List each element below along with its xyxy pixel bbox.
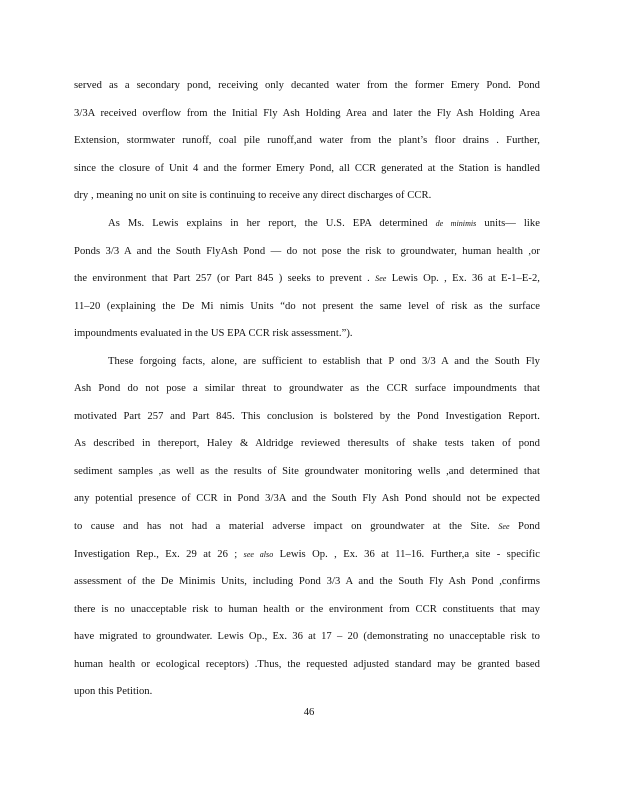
- text-segment: units— like: [476, 218, 540, 229]
- text-segment: upon this Petition.: [74, 686, 153, 697]
- text-line: [74, 79, 540, 93]
- text-segment: any potential presence of CCR in Pond 3/3A and the South Fly Ash Pond should not be expected: [74, 493, 540, 504]
- italic-citation: de minimis: [435, 219, 477, 228]
- text-segment: served as a secondary pond, receiving only decanted water from the former Emery Pond. Pond: [74, 80, 540, 91]
- text-segment: since the closure of Unit 4 and the former Emery Pond, all CCR generated at the Station is handled: [74, 163, 540, 174]
- text-line: [74, 107, 540, 121]
- text-line: [74, 189, 540, 203]
- text-segment: Lewis Op. , Ex. 36 at E-1–E-2,: [386, 273, 540, 284]
- page-number: 46: [303, 707, 315, 718]
- text-line: [74, 603, 540, 617]
- text-line: [108, 355, 540, 369]
- text-line: [108, 217, 540, 231]
- text-segment: to cause and has not had a material adverse impact on groundwater at the Site.: [74, 521, 499, 532]
- text-segment: impoundments evaluated in the US EPA CCR risk assessment.”).: [74, 328, 353, 339]
- text-line: [74, 162, 540, 176]
- text-segment: Investigation Rep., Ex. 29 at 26 ;: [74, 549, 244, 560]
- italic-citation: See: [498, 522, 510, 531]
- text-line: [74, 520, 540, 534]
- text-segment: As Ms. Lewis explains in her report, the U.S. EPA determined: [108, 218, 436, 229]
- text-line: [74, 658, 540, 672]
- text-line: [74, 465, 540, 479]
- text-segment: 3/3A received overflow from the Initial Fly Ash Holding Area and later the Fly Ash Holding Area: [74, 108, 540, 119]
- text-line: [74, 134, 540, 148]
- text-line: [74, 300, 540, 314]
- text-segment: As described in thereport, Haley & Aldridge reviewed theresults of shake tests taken of pond: [74, 438, 540, 449]
- text-segment: Extension, stormwater runoff, coal pile runoff,and water from the plant’s floor drains . Further,: [74, 135, 540, 146]
- text-segment: Lewis Op. , Ex. 36 at 11–16. Further,a site - specific: [273, 549, 540, 560]
- text-line: [74, 685, 540, 699]
- text-line: [74, 575, 540, 589]
- text-line: [74, 245, 540, 259]
- text-segment: human health or ecological receptors) .Thus, the requested adjusted standard may be granted based: [74, 659, 540, 670]
- text-line: [74, 327, 540, 341]
- text-line: [74, 410, 540, 424]
- text-segment: These forgoing facts, alone, are sufficient to establish that P ond 3/3 A and the South Fly: [108, 356, 540, 367]
- text-line: [74, 630, 540, 644]
- text-line: [74, 272, 540, 286]
- text-line: [74, 492, 540, 506]
- text-segment: dry , meaning no unit on site is continuing to receive any direct discharges of CCR.: [74, 190, 432, 201]
- italic-citation: See: [375, 274, 387, 283]
- text-segment: there is no unacceptable risk to human health or the environment from CCR constituents that may: [74, 604, 540, 615]
- text-segment: Ponds 3/3 A and the South FlyAsh Pond — do not pose the risk to groundwater, human health ,or: [74, 246, 540, 257]
- text-segment: Pond: [509, 521, 540, 532]
- text-segment: sediment samples ,as well as the results of Site groundwater monitoring wells ,and determined that: [74, 466, 540, 477]
- text-segment: the environment that Part 257 (or Part 845 ) seeks to prevent .: [74, 273, 376, 284]
- italic-citation: see also: [243, 550, 274, 559]
- text-segment: 11–20 (explaining the De Mi nimis Units “do not present the same level of risk as the surface: [74, 301, 540, 312]
- text-segment: Ash Pond do not pose a similar threat to groundwater as the CCR surface impoundments that: [74, 383, 540, 394]
- text-segment: assessment of the De Minimis Units, including Pond 3/3 A and the South Fly Ash Pond ,confirms: [74, 576, 540, 587]
- text-line: [74, 437, 540, 451]
- text-segment: have migrated to groundwater. Lewis Op., Ex. 36 at 17 – 20 (demonstrating no unacceptable risk to: [74, 631, 540, 642]
- text-segment: motivated Part 257 and Part 845. This conclusion is bolstered by the Pond Investigation Report.: [74, 411, 540, 422]
- text-line: [74, 382, 540, 396]
- text-line: [74, 548, 540, 562]
